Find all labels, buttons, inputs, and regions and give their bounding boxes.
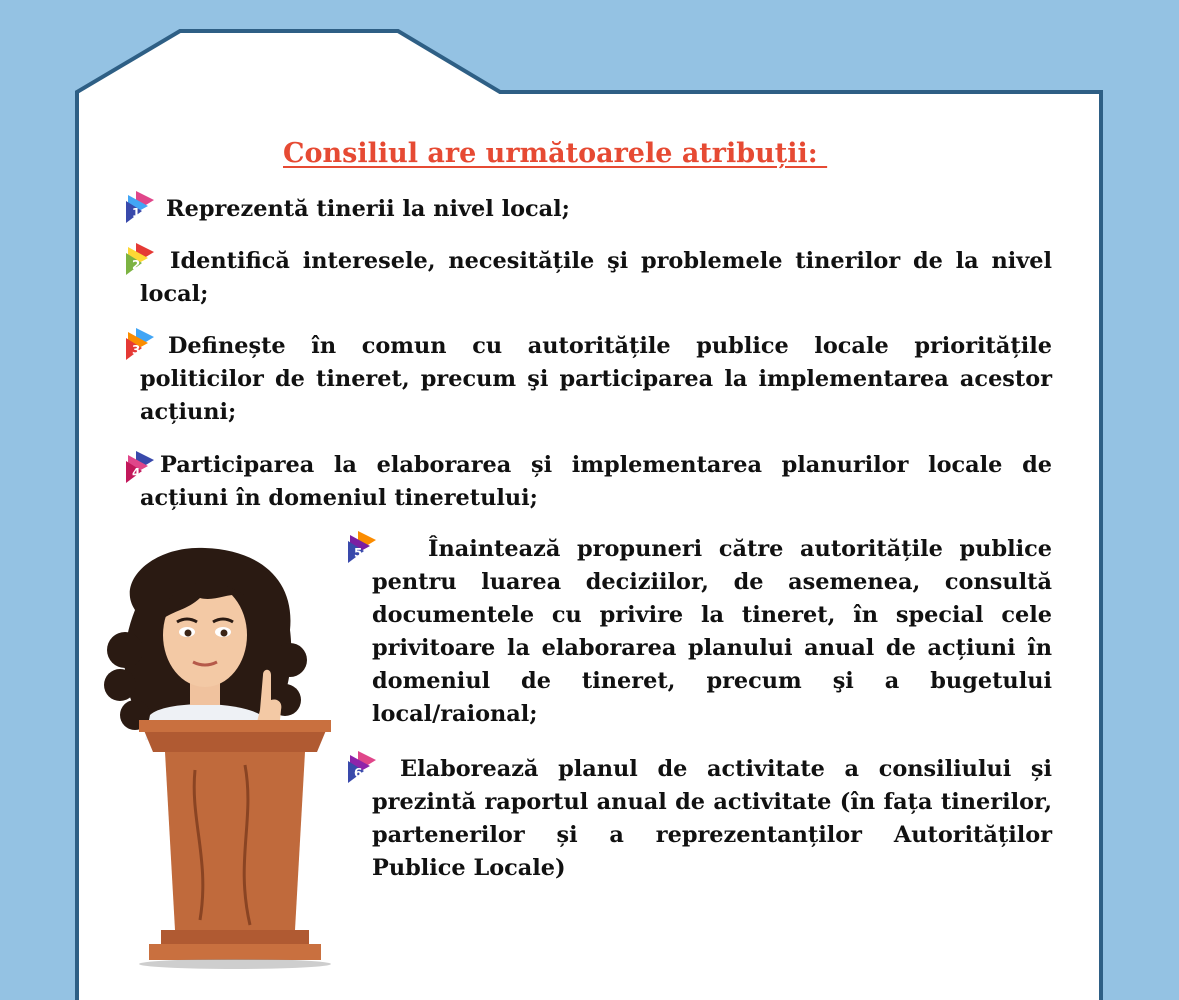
list-item: Participarea la elaborarea și implementarea planurilor locale de acțiuni în domeniul tineretului; — [140, 452, 1052, 511]
badge-1-icon — [122, 189, 162, 225]
badge-number: 6 — [354, 766, 363, 780]
badge-number: 3 — [132, 343, 141, 357]
badge-number: 5 — [354, 546, 363, 560]
list-item: Identifică interesele, necesitățile şi problemele tinerilor de la nivel local; — [140, 248, 1052, 307]
list-item: Înaintează propuneri către autoritățile publice pentru luarea deciziilor, de asemenea, consultă documentele cu privire la tineret, în special cele privitoare la elaborarea planului anual de acțiuni în domeniul de tineret, precum şi a bugetului local/raional; — [372, 536, 1052, 727]
page-title: Consiliul are următoarele atribuții: — [283, 138, 828, 169]
speaker-at-podium-illustration — [95, 540, 355, 970]
badge-number: 2 — [132, 258, 141, 272]
badge-number: 4 — [132, 466, 141, 480]
badge-number: 1 — [132, 206, 141, 220]
list-item: Elaborează planul de activitate a consiliului și prezintă raportul anual de activitate (în fața tinerilor, partenerilor și a reprezentanților Autorităților Publice Locale) — [372, 756, 1052, 881]
list-item: Definește în comun cu autoritățile publice locale prioritățile politicilor de tineret, precum şi participarea la implementarea acestor acțiuni; — [140, 333, 1052, 425]
list-item: Reprezentă tinerii la nivel local; — [166, 196, 570, 222]
